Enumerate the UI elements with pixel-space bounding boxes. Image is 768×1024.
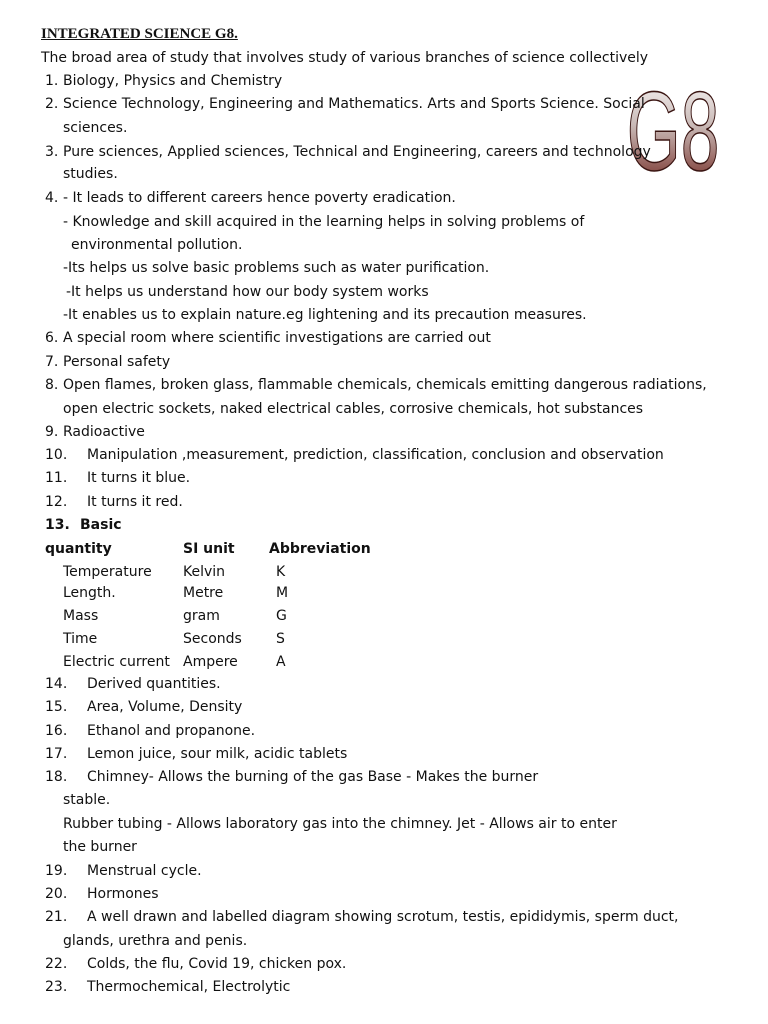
list-number: 11. bbox=[45, 470, 68, 486]
list-item: Lemon juice, sour milk, acidic tablets bbox=[87, 746, 348, 762]
list-number: 13. bbox=[45, 517, 70, 533]
list-item-continuation: the burner bbox=[63, 839, 137, 855]
table-cell-quantity: Mass bbox=[63, 608, 99, 624]
list-number: 2. bbox=[45, 96, 59, 112]
list-item-continuation: sciences. bbox=[63, 120, 128, 136]
list-item: Biology, Physics and Chemistry bbox=[63, 73, 283, 89]
list-item-continuation: -It helps us understand how our body system works bbox=[66, 284, 429, 300]
list-item: It turns it blue. bbox=[87, 470, 191, 486]
list-item-continuation: Rubber tubing - Allows laboratory gas into the chimney. Jet - Allows air to enter bbox=[63, 816, 617, 832]
list-item: Science Technology, Engineering and Mathematics. Arts and Sports Science. Social bbox=[63, 96, 645, 112]
list-number: 1. bbox=[45, 73, 59, 89]
table-cell-unit: Kelvin bbox=[183, 564, 226, 580]
list-item: A special room where scientific investigations are carried out bbox=[63, 330, 491, 346]
table-cell-abbreviation: S bbox=[276, 631, 285, 647]
list-number: 10. bbox=[45, 447, 68, 463]
list-item: It turns it red. bbox=[87, 494, 183, 510]
list-number: 4. bbox=[45, 190, 59, 206]
list-item: - It leads to different careers hence poverty eradication. bbox=[63, 190, 456, 206]
table-cell-quantity: Temperature bbox=[63, 564, 152, 580]
list-item: Radioactive bbox=[63, 424, 145, 440]
list-number: 18. bbox=[45, 769, 68, 785]
table-cell-abbreviation: G bbox=[276, 608, 287, 624]
list-number: 21. bbox=[45, 909, 68, 925]
list-item: Chimney- Allows the burning of the gas Base - Makes the burner bbox=[87, 769, 539, 785]
table-cell-quantity: Length. bbox=[63, 585, 116, 601]
list-item: Pure sciences, Applied sciences, Technical and Engineering, careers and technology bbox=[63, 144, 651, 160]
list-number: 22. bbox=[45, 956, 68, 972]
table-header-quantity: quantity bbox=[45, 541, 112, 557]
list-item-continuation: environmental pollution. bbox=[71, 237, 243, 253]
table-cell-abbreviation: M bbox=[276, 585, 289, 601]
list-item-continuation: -It enables us to explain nature.eg lightening and its precaution measures. bbox=[63, 307, 587, 323]
list-number: 14. bbox=[45, 676, 68, 692]
list-number: 6. bbox=[45, 330, 59, 346]
table-cell-unit: gram bbox=[183, 608, 220, 624]
list-number: 7. bbox=[45, 354, 59, 370]
list-item-continuation: - Knowledge and skill acquired in the learning helps in solving problems of bbox=[63, 214, 585, 230]
list-item: Manipulation ,measurement, prediction, classification, conclusion and observation bbox=[87, 447, 664, 463]
list-item: A well drawn and labelled diagram showing scrotum, testis, epididymis, sperm duct, bbox=[87, 909, 679, 925]
list-item-continuation: studies. bbox=[63, 166, 118, 182]
list-number: 12. bbox=[45, 494, 68, 510]
list-item-continuation: glands, urethra and penis. bbox=[63, 933, 248, 949]
list-number: 3. bbox=[45, 144, 59, 160]
list-item-continuation: open electric sockets, naked electrical cables, corrosive chemicals, hot substances bbox=[63, 401, 644, 417]
table-header-si-unit: SI unit bbox=[183, 541, 235, 557]
list-item: Thermochemical, Electrolytic bbox=[87, 979, 291, 995]
table-cell-quantity: Electric current bbox=[63, 654, 170, 670]
table-cell-abbreviation: A bbox=[276, 654, 286, 670]
list-item: Hormones bbox=[87, 886, 159, 902]
list-number: 23. bbox=[45, 979, 68, 995]
page-title: INTEGRATED SCIENCE G8. bbox=[41, 26, 238, 42]
list-item: Open flames, broken glass, flammable chemicals, chemicals emitting dangerous radiations, bbox=[63, 377, 707, 393]
list-item: Menstrual cycle. bbox=[87, 863, 202, 879]
table-cell-quantity: Time bbox=[63, 631, 98, 647]
intro-text: The broad area of study that involves study of various branches of science collectively bbox=[41, 50, 649, 66]
table-cell-unit: Seconds bbox=[183, 631, 242, 647]
list-number: 17. bbox=[45, 746, 68, 762]
list-item: Ethanol and propanone. bbox=[87, 723, 256, 739]
table-header-abbreviation: Abbreviation bbox=[269, 541, 371, 557]
list-item: Colds, the flu, Covid 19, chicken pox. bbox=[87, 956, 347, 972]
list-number: 15. bbox=[45, 699, 68, 715]
list-number: 19. bbox=[45, 863, 68, 879]
list-item: Area, Volume, Density bbox=[87, 699, 243, 715]
table-cell-abbreviation: K bbox=[276, 564, 286, 580]
list-item: Derived quantities. bbox=[87, 676, 221, 692]
list-item: Basic bbox=[80, 517, 122, 533]
list-number: 8. bbox=[45, 377, 59, 393]
table-cell-unit: Metre bbox=[183, 585, 224, 601]
list-item: Personal safety bbox=[63, 354, 171, 370]
list-item-continuation: stable. bbox=[63, 792, 111, 808]
list-item-continuation: -Its helps us solve basic problems such as water purification. bbox=[63, 260, 490, 276]
list-number: 9. bbox=[45, 424, 59, 440]
g8-logo-text: G8 bbox=[626, 69, 720, 195]
table-cell-unit: Ampere bbox=[183, 654, 238, 670]
list-number: 16. bbox=[45, 723, 68, 739]
list-number: 20. bbox=[45, 886, 68, 902]
